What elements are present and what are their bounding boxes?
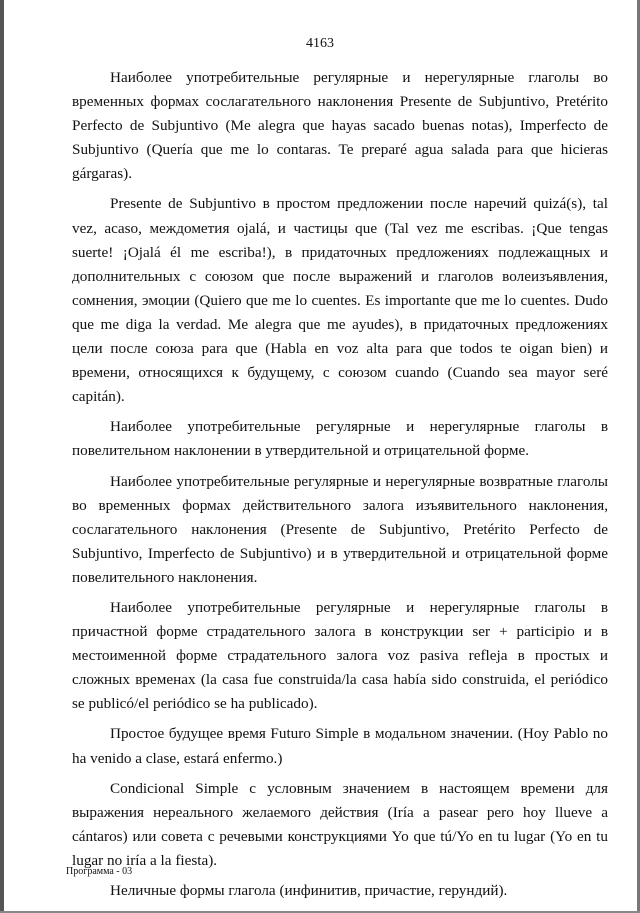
paragraph: Presente de Subjuntivo в простом предложении после наречий quizá(s), tal vez, acaso, междометия ojalá, и частицы que (Tal vez me escribas. ¡Que tengas suerte! ¡Ojalá él me escriba!), в придаточных предложениях подлежащных и дополнительных с союзом que после выражений и глаголов волеизъявления, сомнения, эмоции (Quiero que me lo cuentes. Es importante que me lo cuentes. Dudo que me diga la verdad. Me alegra que me ayudes), в придаточных предложениях цели после союза para que (Habla en voz alta para que todos te oigan bien) и времени, относящихся к будущему, с союзом cuando (Cuando sea mayor seré capitán).	[72, 195, 608, 406]
paragraph: Наиболее употребительные регулярные и нерегулярные глаголы в повелительном наклонении в утвердительной и отрицательной форме.	[72, 418, 608, 460]
scan-edge-left	[0, 0, 4, 913]
paragraph: Наиболее употребительные регулярные и нерегулярные возвратные глаголы во временных формах действительного залога изъявительного наклонения, сослагательного наклонения (Presente de Subjuntivo, Pretérito Perfecto de Subjuntivo, Imperfecto de Subjuntivo) и в утвердительной и отрицательной форме повелительного наклонения.	[72, 472, 608, 586]
paragraph: Неличные формы глагола (инфинитив, причастие, герундий).	[110, 882, 508, 899]
paragraph: Наиболее употребительные регулярные и нерегулярные глаголы во временных формах сослагательного наклонения Presente de Subjuntivo, Pretérito Perfecto de Subjuntivo (Me alegra que hayas sacado buenas notas), Imperfecto de Subjuntivo (Quería que me lo contaras. Te preparé agua salada para que hicieras gárgaras).	[72, 69, 608, 183]
paragraph: Наиболее употребительные регулярные и нерегулярные глаголы в причастной форме страдательного залога в конструкции ser + participio и в местоименной форме страдательного залога voz pasiva refleja в простых и сложных временах (la casa fue construida/la casa había sido construida, el periódico se publicó/el periódico se ha publicado).	[72, 598, 608, 713]
footer-label: Программа - 03	[66, 866, 133, 877]
body-text	[72, 66, 608, 909]
paragraph: Простое будущее время Futuro Simple в модальном значении. (Hoy Pablo no ha venido a clase, estará enfermo.)	[72, 725, 608, 767]
page-number: 4163	[306, 36, 334, 51]
paragraph: Condicional Simple с условным значением в настоящем времени для выражения нереального желаемого действия (Iría a pasear pero hoy llueve a cántaros) или совета с речевыми конструкциями Yo que tú/Yo en tu lugar (Yo en tu lugar no iría a la fiesta).	[72, 779, 608, 869]
